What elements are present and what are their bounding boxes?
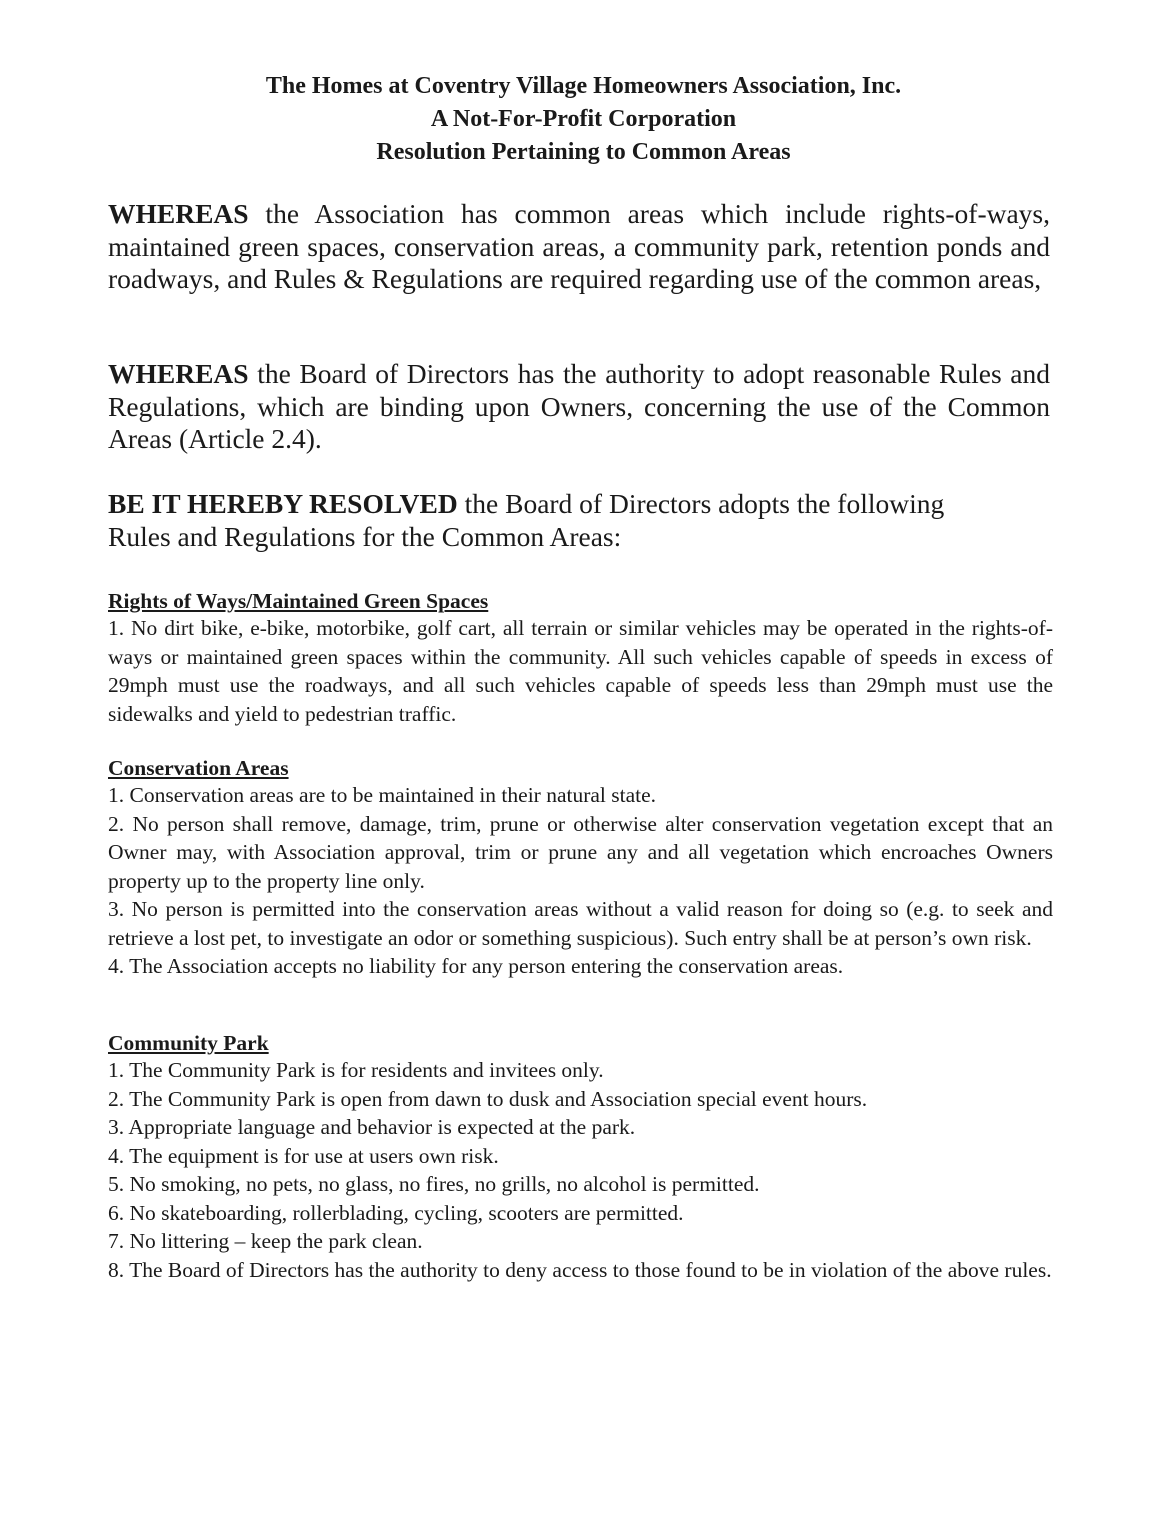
rule-item: 1. The Community Park is for residents and invitees only. bbox=[108, 1058, 604, 1082]
rule-item: 1. Conservation areas are to be maintained in their natural state. bbox=[108, 783, 657, 807]
section-title: Community Park bbox=[108, 1031, 269, 1055]
paragraph-lead: BE IT HEREBY RESOLVED bbox=[108, 488, 458, 519]
rule-item: 7. No littering – keep the park clean. bbox=[108, 1229, 423, 1253]
whereas-paragraph-1 bbox=[108, 198, 1050, 296]
whereas-paragraph-2 bbox=[108, 358, 1050, 456]
rule-item: 4. The Association accepts no liability for any person entering the conservation areas. bbox=[108, 954, 844, 978]
rule-item: 2. No person shall remove, damage, trim, prune or otherwise alter conservation vegetation except that an Owner may, with Association approval, trim or prune any and all vegetation which encroaches Owners property up to the property line only. bbox=[108, 811, 1053, 893]
paragraph-text: the Board of Directors adopts the following Rules and Regulations for the Common Areas: bbox=[108, 488, 945, 552]
rule-item: 6. No skateboarding, rollerblading, cycling, scooters are permitted. bbox=[108, 1200, 684, 1225]
resolved-paragraph bbox=[108, 488, 1008, 553]
resolution-title: Resolution Pertaining to Common Areas bbox=[376, 139, 791, 165]
rule-item: 3. No person is permitted into the conservation areas without a valid reason for doing so (e.g. to seek and retrieve a lost pet, to investigate an odor or something suspicious). Such entry shall be at person’s own risk. bbox=[108, 897, 1053, 950]
rule-item: 1. No dirt bike, e-bike, motorbike, golf cart, all terrain or similar vehicles may be operated in the rights-of-ways or maintained green spaces within the community. All such vehicles capable of speeds in excess of 29mph must use the roadways, and all such vehicles capable of speeds less than 29mph must use the sidewalks and yield to pedestrian traffic. bbox=[108, 616, 1053, 726]
section-rights-of-ways bbox=[108, 588, 1053, 728]
rule-item: 5. No smoking, no pets, no glass, no fires, no grills, no alcohol is permitted. bbox=[108, 1172, 760, 1196]
rule-item: 2. The Community Park is open from dawn to dusk and Association special event hours. bbox=[108, 1086, 868, 1111]
section-title: Rights of Ways/Maintained Green Spaces bbox=[108, 589, 489, 613]
rule-item: 8. The Board of Directors has the authority to deny access to those found to be in violation of the above rules. bbox=[108, 1257, 1052, 1282]
paragraph-text: the Association has common areas which include rights-of-ways, maintained green spaces, conservation areas, a community park, retention ponds and roadways, and Rules & Regulations are required regarding use of the common areas, bbox=[108, 198, 1050, 294]
section-conservation-areas bbox=[108, 755, 1053, 981]
rule-item: 3. Appropriate language and behavior is expected at the park. bbox=[108, 1115, 636, 1139]
section-community-park bbox=[108, 1030, 1053, 1284]
document-header bbox=[0, 70, 1167, 169]
rule-item: 4. The equipment is for use at users own risk. bbox=[108, 1143, 499, 1168]
corporation-type: A Not-For-Profit Corporation bbox=[430, 106, 737, 132]
association-name: The Homes at Coventry Village Homeowners Association, Inc. bbox=[265, 73, 902, 99]
section-title: Conservation Areas bbox=[108, 756, 289, 780]
paragraph-text: the Board of Directors has the authority to adopt reasonable Rules and Regulations, which are binding upon Owners, concerning the use of the Common Areas (Article 2.4). bbox=[108, 358, 1050, 454]
paragraph-lead: WHEREAS bbox=[108, 198, 249, 229]
paragraph-lead: WHEREAS bbox=[108, 358, 249, 389]
